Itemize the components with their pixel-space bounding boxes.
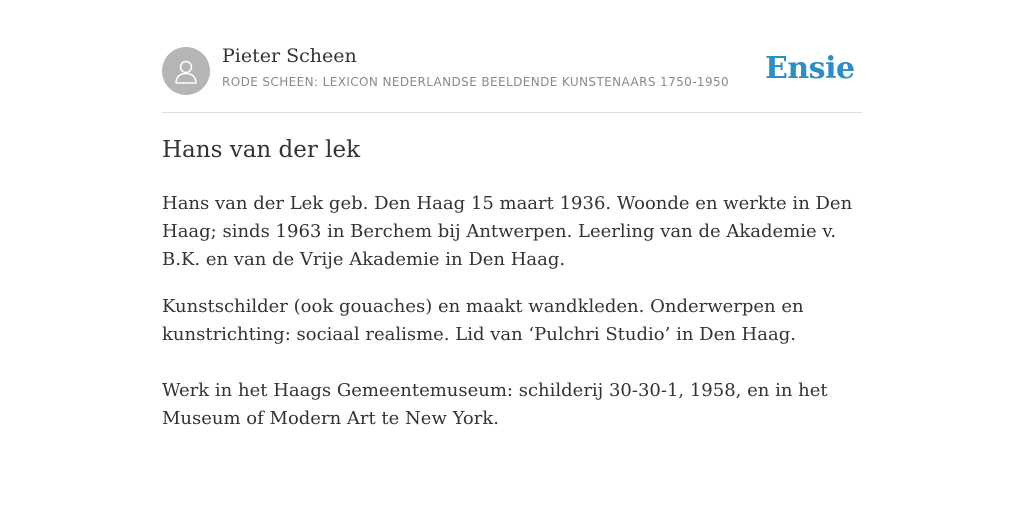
author-name[interactable]: Pieter Scheen [222, 45, 357, 67]
article-title: Hans van der lek [162, 137, 361, 163]
article-header [162, 0, 862, 113]
user-icon [171, 56, 201, 86]
article-card [162, 0, 862, 429]
author-avatar[interactable] [162, 47, 210, 95]
ensie-logo[interactable]: Ensie [765, 51, 855, 86]
article-paragraph-3: Werk in het Haags Gemeentemuseum: schilderij 30-30-1, 1958, en in het Museum of Modern Art te New York. [162, 380, 828, 429]
source-title[interactable]: RODE SCHEEN: LEXICON NEDERLANDSE BEELDENDE KUNSTENAARS 1750-1950 [222, 75, 730, 89]
article-paragraph-1: Hans van der Lek geb. Den Haag 15 maart 1936. Woonde en werkte in Den Haag; sinds 1963 in Berchem bij Antwerpen. Leerling van de Akademie v. B.K. en van de Vrije Akademie in Den Haag. [162, 193, 853, 270]
article-paragraph-2: Kunstschilder (ook gouaches) en maakt wandkleden. Onderwerpen en kunstrichting: sociaal realisme. Lid van ‘Pulchri Studio’ in Den Haag. [162, 296, 804, 345]
